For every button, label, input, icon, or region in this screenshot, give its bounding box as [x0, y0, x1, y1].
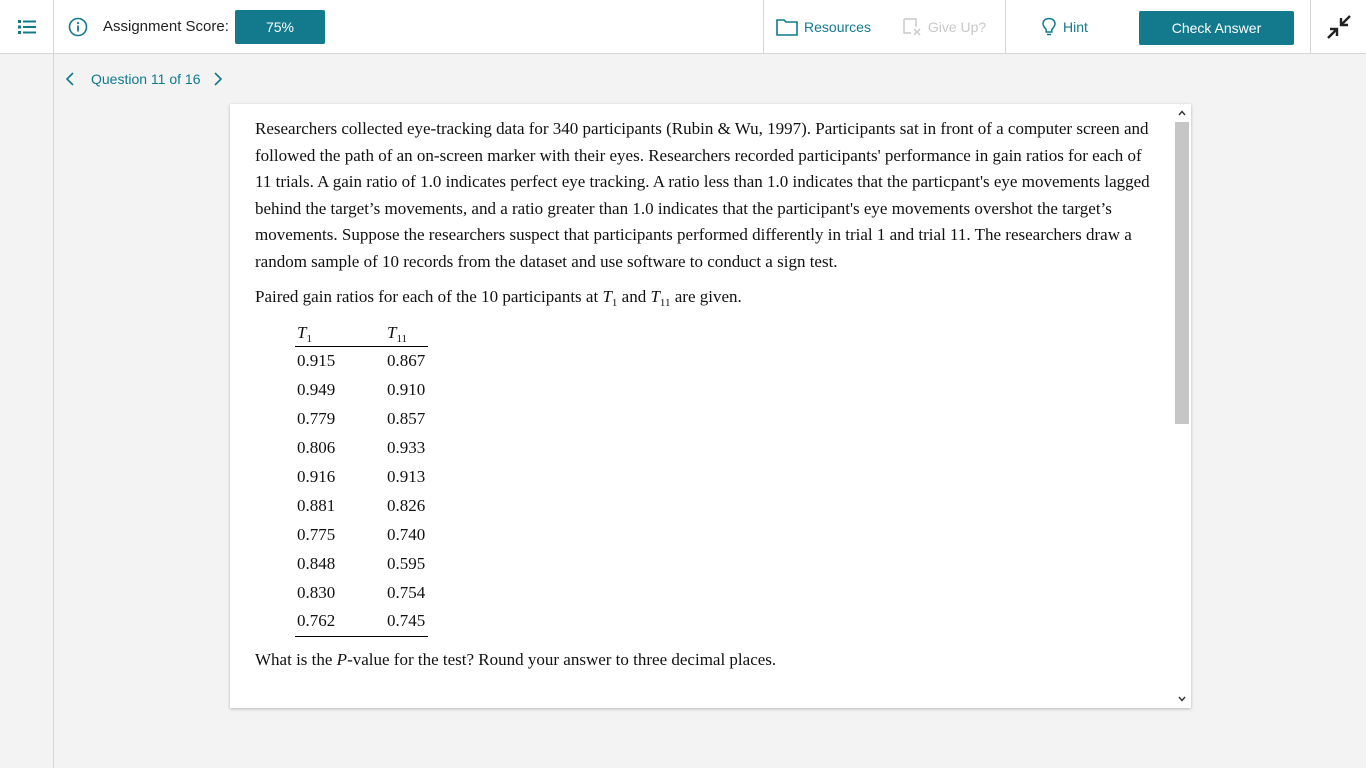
table-row	[295, 520, 428, 549]
table-cell: 0.913	[387, 466, 426, 486]
table-cell: 0.754	[387, 582, 426, 602]
folder-icon	[776, 18, 798, 36]
prompt-p-symbol: P	[336, 649, 348, 669]
table-row	[295, 578, 428, 607]
table-row	[295, 375, 428, 404]
resources-button[interactable]	[763, 0, 883, 54]
scroll-up-button[interactable]	[1173, 106, 1191, 120]
collapse-button[interactable]	[1310, 0, 1366, 54]
table-row	[295, 462, 428, 491]
previous-question-button[interactable]	[62, 68, 78, 90]
prompt-text-after: -value for the test? Round your answer to three decimal places.	[347, 649, 777, 669]
table-cell: 0.830	[297, 582, 336, 602]
table-header-t1: $T_1$	[295, 320, 385, 346]
content-scrollbar[interactable]	[1173, 104, 1191, 708]
table-cell: 0.933	[387, 437, 426, 457]
left-rail	[0, 54, 54, 768]
hint-button[interactable]	[1005, 0, 1123, 54]
top-bar	[0, 0, 1366, 54]
gain-ratio-table	[295, 320, 428, 637]
table-row	[295, 404, 428, 433]
table-cell: 0.775	[297, 524, 336, 544]
question-card	[230, 104, 1191, 708]
table-cell: 0.745	[385, 607, 428, 636]
table-cell: 0.916	[297, 466, 336, 486]
intro-text-before: Paired gain ratios for each of the 10 participants at	[255, 287, 599, 306]
chevron-right-icon	[213, 72, 223, 86]
scroll-down-button[interactable]	[1173, 692, 1191, 706]
table-cell: 0.857	[387, 408, 426, 428]
table-cell: 0.740	[387, 524, 426, 544]
prompt-text-before: What is the	[255, 649, 333, 669]
table-cell: 0.595	[387, 553, 426, 573]
resources-label: Resources	[804, 19, 871, 35]
question-prompt	[255, 647, 1155, 673]
table-cell: 0.826	[387, 495, 426, 515]
question-content	[255, 116, 1155, 673]
give-up-label: Give Up?	[927, 19, 987, 35]
collapse-arrows-icon	[1326, 14, 1352, 40]
table-row	[295, 491, 428, 520]
check-answer-button[interactable]: Check Answer	[1139, 11, 1294, 45]
table-row	[295, 607, 428, 636]
caret-up-icon	[1178, 110, 1186, 116]
assignment-score-badge: 75%	[235, 10, 325, 44]
chevron-left-icon	[65, 72, 75, 86]
t1-symbol: $T_1$	[602, 287, 618, 309]
table-cell: 0.779	[297, 408, 336, 428]
table-cell: 0.806	[297, 437, 336, 457]
give-up-icon	[902, 17, 922, 37]
question-paragraph: Researchers collected eye-tracking data for 340 participants (Rubin & Wu, 1997). Participants sat in front of a computer screen and followed the path of an on-screen marker with their eyes. Researchers recorded participants' performance in gain ratios for each of 11 trials. A gain ratio of 1.0 indicates perfect eye tracking. A ratio less than 1.0 indicates that the particpant's eye movements lagged behind the target’s movements, and a ratio greater than 1.0 indicates that the participant's eye movements overshot the target’s movements. Suppose the researchers suspect that participants performed differently in trial 1 and trial 11. The researchers draw a random sample of 10 records from the dataset and use software to conduct a sign test.	[255, 119, 1150, 271]
lightbulb-icon	[1041, 17, 1057, 37]
table-cell: 0.910	[387, 379, 426, 399]
table-cell: 0.867	[387, 350, 426, 370]
table-header-t11: $T_{11}$	[385, 320, 428, 346]
table-row	[295, 549, 428, 578]
table-row	[295, 346, 428, 375]
info-icon[interactable]	[68, 17, 88, 37]
assignment-score-label: Assignment Score:	[103, 18, 229, 35]
intro-text-after: are given.	[674, 287, 742, 306]
table-cell: 0.949	[297, 379, 336, 399]
table-intro	[255, 284, 1155, 312]
menu-button[interactable]	[0, 0, 54, 54]
table-cell: 0.881	[297, 495, 336, 515]
caret-down-icon	[1178, 696, 1186, 702]
next-question-button[interactable]	[210, 68, 226, 90]
give-up-button[interactable]	[883, 0, 1005, 54]
scrollbar-thumb[interactable]	[1175, 122, 1189, 424]
table-cell: 0.762	[295, 607, 385, 636]
list-menu-icon	[18, 19, 36, 35]
table-row	[295, 433, 428, 462]
table-cell: 0.848	[297, 553, 336, 573]
hint-label: Hint	[1063, 19, 1088, 35]
question-navigation	[62, 68, 226, 90]
table-cell: 0.915	[297, 350, 336, 370]
t11-symbol: $T_{11}$	[650, 287, 671, 309]
question-counter: Question 11 of 16	[91, 71, 201, 87]
intro-and: and	[621, 287, 647, 306]
